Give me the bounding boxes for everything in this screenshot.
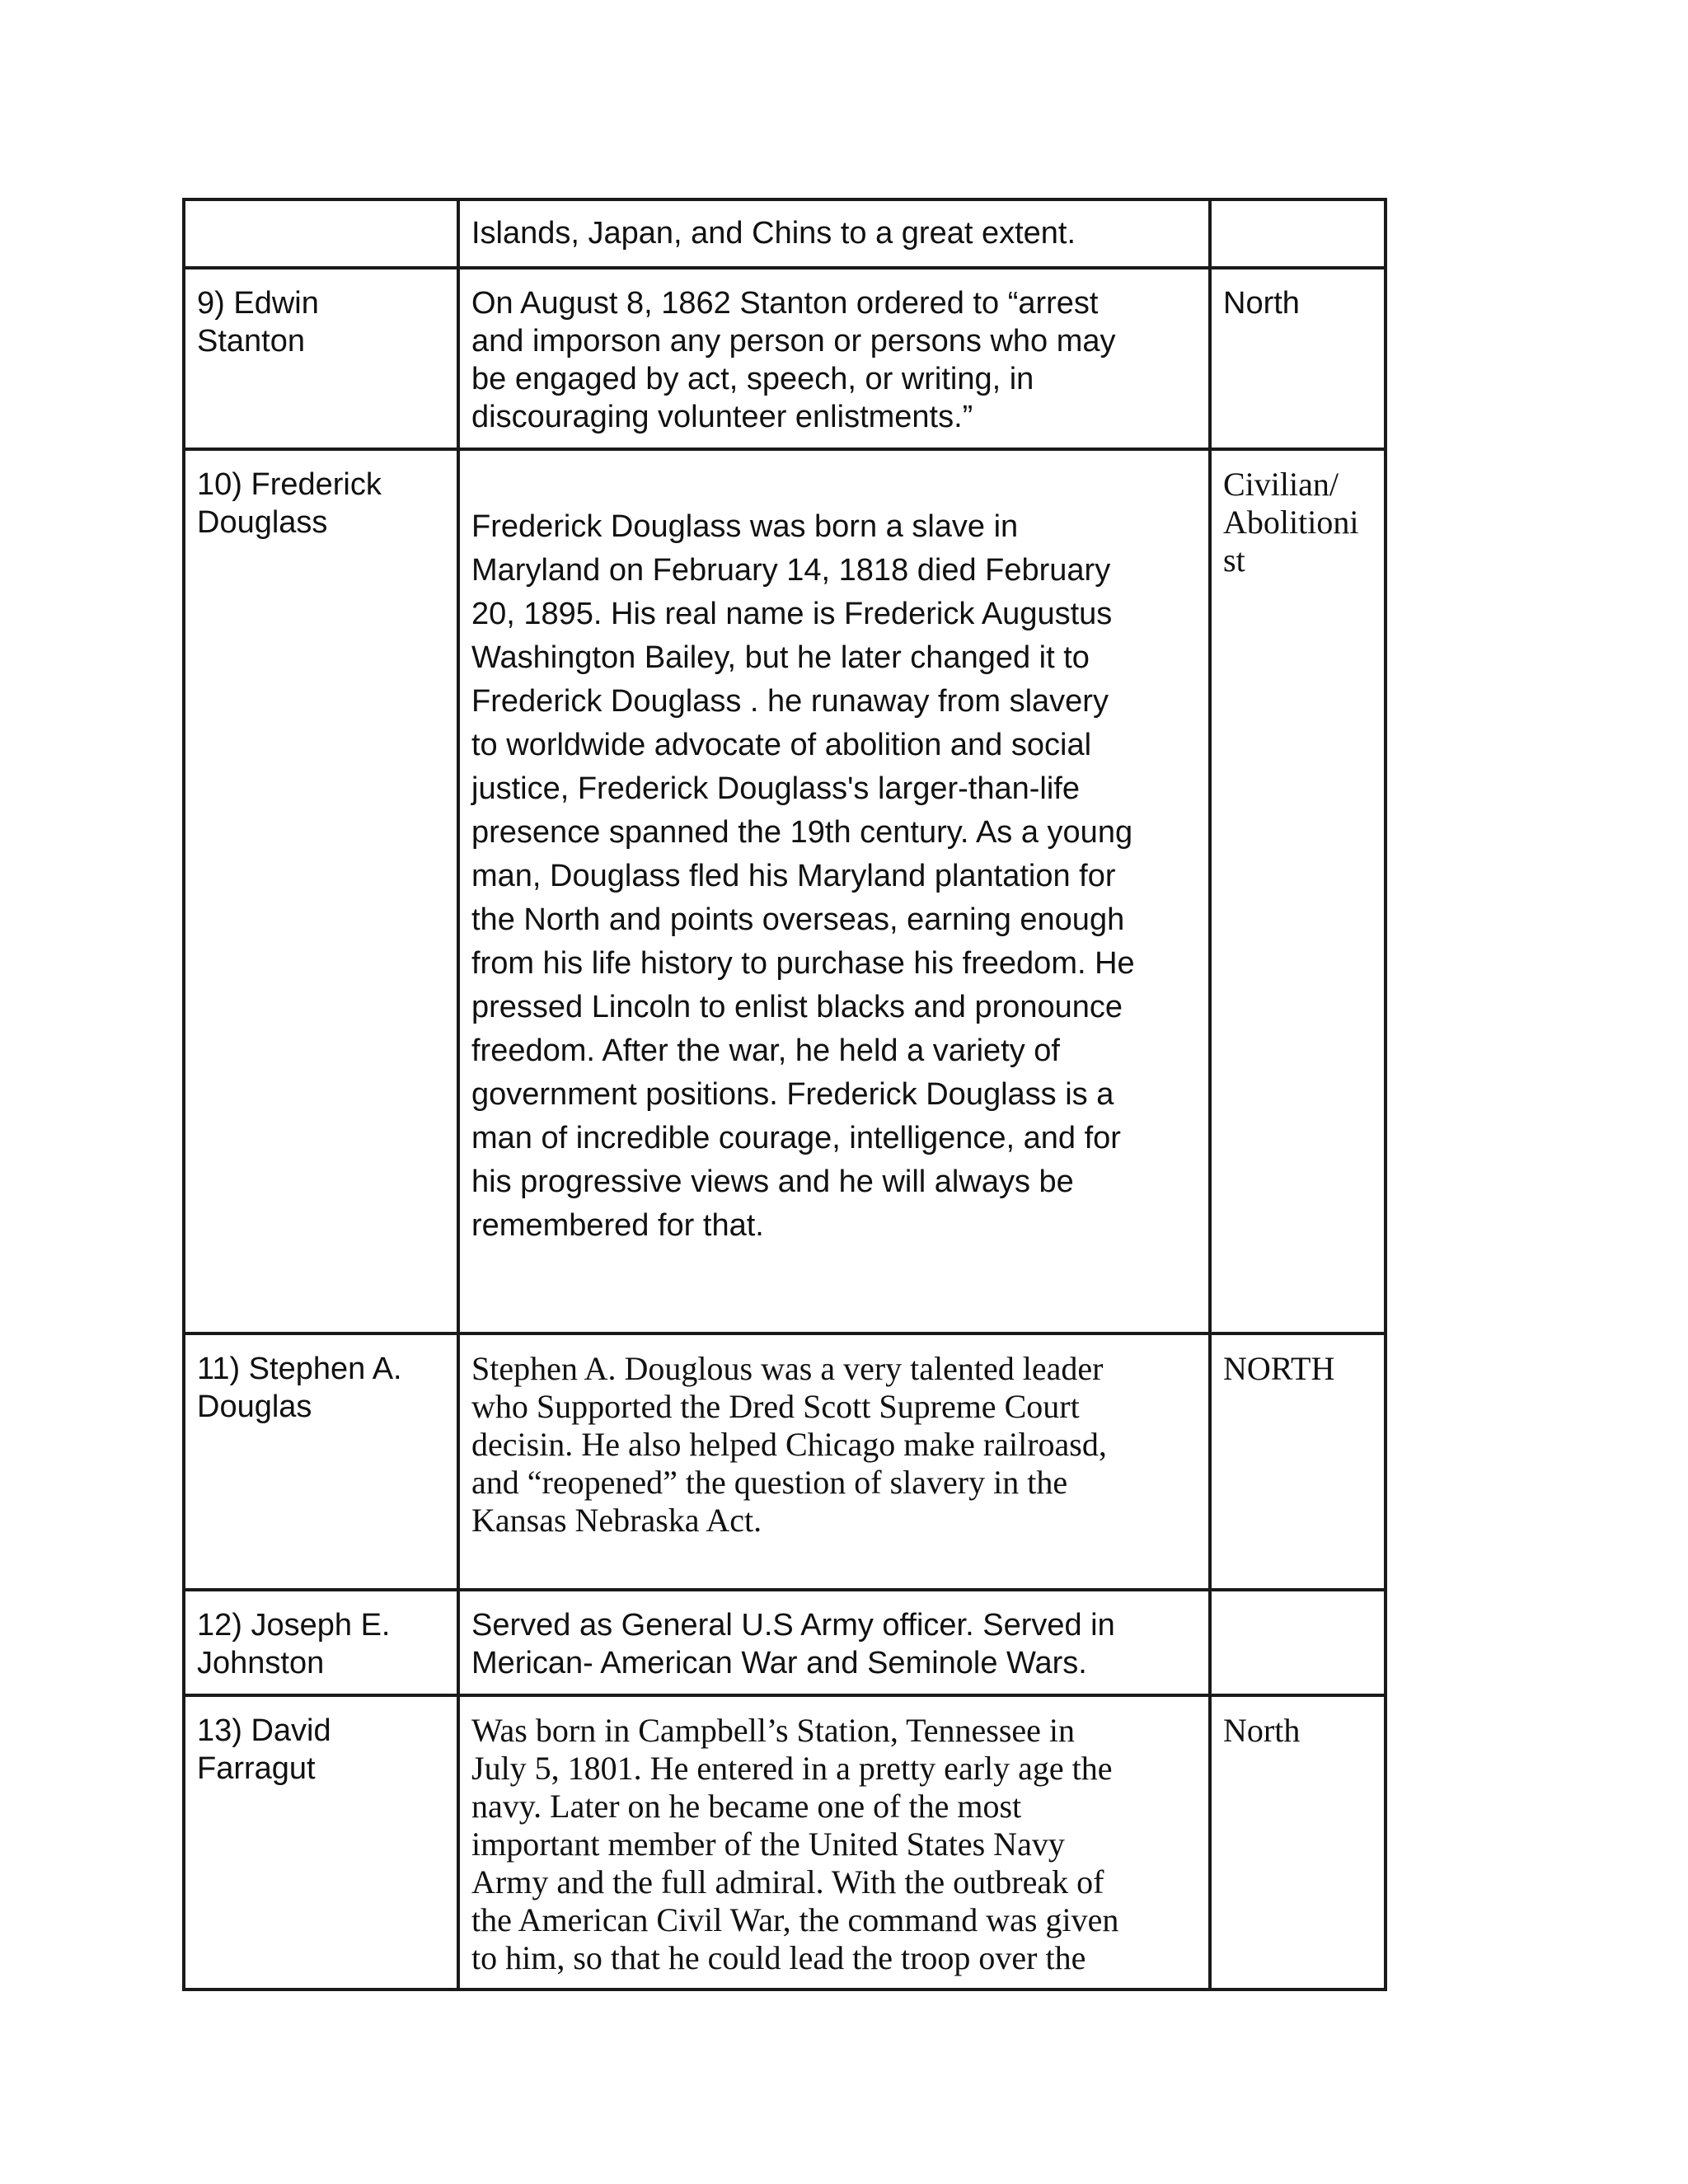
description-cell xyxy=(458,268,1210,449)
figures-table xyxy=(182,198,1387,1991)
person-name: 10) Frederick Douglass xyxy=(197,467,382,540)
name-cell xyxy=(184,1695,458,1990)
person-name: 12) Joseph E. Johnston xyxy=(197,1608,391,1680)
table-row xyxy=(184,1695,1386,1990)
name-cell xyxy=(184,1333,458,1590)
table-row xyxy=(184,199,1386,268)
person-name: 11) Stephen A. Douglas xyxy=(197,1352,402,1424)
description-cell xyxy=(458,1333,1210,1590)
name-cell xyxy=(184,449,458,1333)
person-description: Frederick Douglass was born a slave in Maryland on February 14, 1818 died February 20, 1895. His real name is Frederick Augustus Washington Bailey, but he later changed it to Frederick Douglass . he runaway from slavery to worldwide advocate of abolition and social justice, Frederick Douglass's larger-than-life presence spanned the 19th century. As a young man, Douglass fled his Maryland plantation for the North and points overseas, earning enough from his life history to purchase his freedom. He pressed Lincoln to enlist blacks and pronounce freedom. After the war, he held a variety of government positions. Frederick Douglass is a man of incredible courage, intelligence, and for his progressive views and he will always be remembered for that. xyxy=(471,509,1135,1243)
name-cell xyxy=(184,268,458,449)
table-row xyxy=(184,1590,1386,1695)
person-description: Islands, Japan, and Chins to a great extent. xyxy=(471,216,1076,251)
description-cell xyxy=(458,1590,1210,1695)
person-side: North xyxy=(1223,286,1300,321)
side-cell xyxy=(1210,1333,1386,1590)
name-cell xyxy=(184,199,458,268)
person-description: On August 8, 1862 Stanton ordered to “arrest and imporson any person or persons who may be engaged by act, speech, or writing, in discouraging volunteer enlistments.” xyxy=(471,286,1116,434)
person-description: Served as General U.S Army officer. Served in Merican- American War and Seminole Wars. xyxy=(471,1608,1115,1680)
description-cell xyxy=(458,199,1210,268)
person-name: 9) Edwin Stanton xyxy=(197,286,319,359)
table-row xyxy=(184,1333,1386,1590)
side-cell xyxy=(1210,199,1386,268)
side-cell xyxy=(1210,268,1386,449)
description-cell xyxy=(458,449,1210,1333)
person-name: 13) David Farragut xyxy=(197,1713,331,1786)
side-cell xyxy=(1210,1695,1386,1990)
person-side: Civilian/ Abolitioni st xyxy=(1223,466,1359,579)
table-row xyxy=(184,449,1386,1333)
person-side: NORTH xyxy=(1223,1350,1335,1387)
person-description: Was born in Campbell’s Station, Tennessee in July 5, 1801. He entered in a pretty early age the navy. Later on he became one of the most important member of the United States Navy Army and the full admiral. With the outbreak of the American Civil War, the command was given to him, so that he could lead the troop over the xyxy=(471,1712,1119,1976)
side-cell xyxy=(1210,1590,1386,1695)
person-description: Stephen A. Douglous was a very talented leader who Supported the Dred Scott Supreme Court decisin. He also helped Chicago make railroasd, and “reopened” the question of slavery in the Kansas Nebraska Act. xyxy=(471,1350,1107,1539)
person-side: North xyxy=(1223,1712,1301,1749)
table-row xyxy=(184,268,1386,449)
name-cell xyxy=(184,1590,458,1695)
side-cell xyxy=(1210,449,1386,1333)
description-cell xyxy=(458,1695,1210,1990)
